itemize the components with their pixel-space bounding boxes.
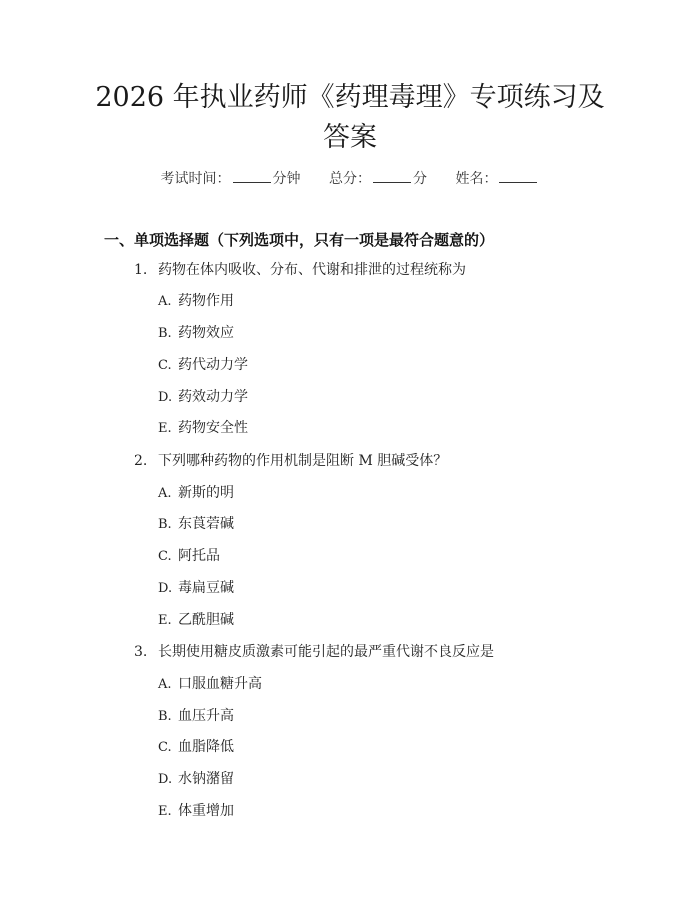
total-score-label: 总分：	[329, 171, 371, 187]
question-3-option-e	[158, 801, 234, 822]
option-letter: B.	[158, 517, 172, 532]
option-text: 体重增加	[178, 803, 234, 819]
question-text: 长期使用糖皮质激素可能引起的最严重代谢不良反应是	[158, 644, 494, 660]
question-1-option-b	[158, 323, 234, 344]
option-letter: E.	[158, 421, 172, 436]
question-text: 药物在体内吸收、分布、代谢和排泄的过程统称为	[158, 262, 466, 278]
option-text: 口服血糖升高	[178, 676, 262, 692]
option-text: 新斯的明	[178, 485, 234, 501]
section-heading: 一、单项选择题（下列选项中，只有一项是最符合题意的）	[104, 231, 495, 249]
total-score-field	[329, 168, 427, 189]
question-number: 2.	[134, 453, 148, 469]
option-letter: B.	[158, 326, 172, 341]
option-letter: A.	[158, 294, 172, 309]
exam-time-label: 考试时间：	[160, 171, 231, 187]
option-letter: C.	[158, 549, 172, 564]
page-title: 2026 年执业药师《药理毒理》专项练习及答案	[95, 82, 605, 153]
question-1-option-a	[158, 291, 234, 312]
exam-info-line	[0, 168, 700, 189]
question-number: 3.	[134, 644, 148, 660]
option-letter: D.	[158, 772, 173, 787]
option-text: 血压升高	[178, 708, 234, 724]
exam-time-blank	[233, 168, 271, 183]
question-2-option-a	[158, 483, 234, 504]
question-3	[134, 642, 494, 662]
total-score-unit: 分	[413, 171, 427, 187]
option-text: 药物效应	[178, 325, 234, 341]
option-text: 阿托品	[178, 548, 220, 564]
question-1-option-c	[158, 355, 248, 376]
option-letter: E.	[158, 804, 172, 819]
question-3-option-a	[158, 674, 262, 695]
option-text: 药代动力学	[178, 357, 248, 373]
question-2	[134, 451, 447, 471]
exam-time-unit: 分钟	[272, 171, 301, 187]
question-1-option-e	[158, 418, 248, 439]
option-letter: C.	[158, 740, 172, 755]
question-2-option-b	[158, 514, 234, 535]
question-text: 下列哪种药物的作用机制是阻断 M 胆碱受体？	[158, 453, 448, 469]
option-letter: B.	[158, 709, 172, 724]
option-letter: D.	[158, 390, 173, 405]
option-letter: E.	[158, 613, 172, 628]
name-blank	[499, 168, 537, 183]
question-3-option-d	[158, 769, 234, 790]
option-text: 东莨菪碱	[178, 516, 234, 532]
option-letter: A.	[158, 677, 172, 692]
option-letter: A.	[158, 486, 172, 501]
option-text: 水钠潴留	[178, 771, 234, 787]
question-1-option-d	[158, 387, 248, 408]
option-text: 药物作用	[178, 293, 234, 309]
name-field	[455, 168, 539, 189]
question-1	[134, 260, 466, 280]
question-2-option-c	[158, 546, 220, 567]
total-score-blank	[373, 168, 411, 183]
option-text: 药效动力学	[178, 389, 248, 405]
question-number: 1.	[134, 262, 148, 278]
exam-time-field	[161, 168, 301, 189]
option-text: 药物安全性	[178, 420, 248, 436]
question-2-option-e	[158, 610, 234, 631]
option-text: 毒扁豆碱	[178, 580, 234, 596]
name-label: 姓名：	[455, 171, 498, 187]
question-3-option-c	[158, 737, 234, 758]
option-letter: D.	[158, 581, 173, 596]
option-text: 血脂降低	[178, 739, 234, 755]
question-3-option-b	[158, 706, 234, 727]
option-letter: C.	[158, 358, 172, 373]
question-2-option-d	[158, 578, 234, 599]
option-text: 乙酰胆碱	[178, 612, 234, 628]
